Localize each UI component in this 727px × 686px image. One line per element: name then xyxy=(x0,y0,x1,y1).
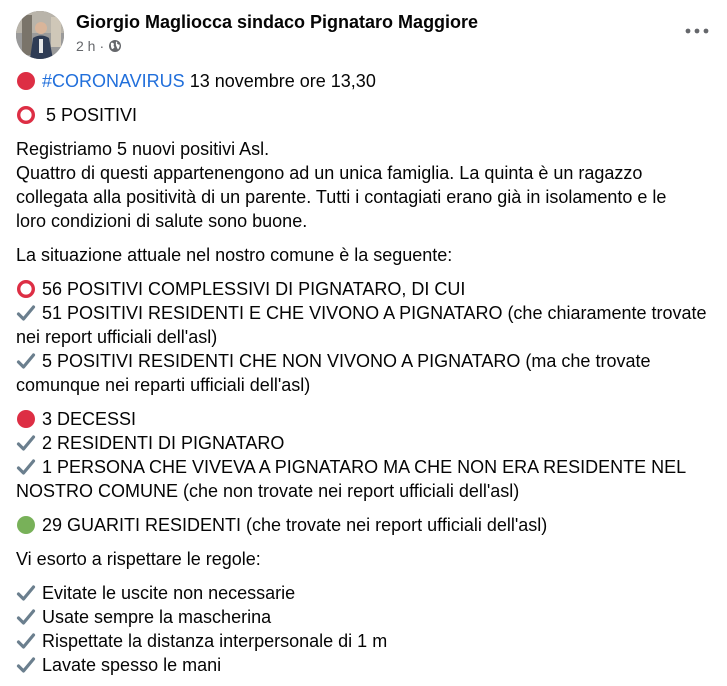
deaths-item-1-text: 2 RESIDENTI DI PIGNATARO xyxy=(42,433,285,453)
author-name[interactable]: Giorgio Magliocca sindaco Pignataro Maggiore xyxy=(76,12,479,32)
rules-title: Vi esorto a rispettare le regole: xyxy=(16,549,261,569)
check-mark-icon xyxy=(16,433,36,453)
green-circle-icon xyxy=(16,515,36,535)
more-options-icon[interactable] xyxy=(683,21,711,41)
intro-line: Quattro di questi appartenengono ad un unica famiglia. La quinta è un ragazzo xyxy=(16,163,643,183)
positives-item-2 xyxy=(16,349,711,373)
positives-title: 5 POSITIVI xyxy=(46,105,138,125)
rule-item xyxy=(16,629,711,653)
deaths-item-2-cont: NOSTRO COMUNE (che non trovate nei report ufficiali dell'asl) xyxy=(16,481,520,501)
positives-item-2-cont: comunque nei reparti ufficiali dell'asl) xyxy=(16,375,311,395)
globe-icon[interactable] xyxy=(108,39,122,53)
post-header xyxy=(16,11,711,59)
deaths-item-2 xyxy=(16,455,711,479)
check-mark-icon xyxy=(16,457,36,477)
positives-main: 56 POSITIVI COMPLESSIVI DI PIGNATARO, DI CUI xyxy=(42,279,466,299)
positives-main-line xyxy=(16,277,711,301)
recovered-text: 29 GUARITI RESIDENTI (che trovate nei report ufficiali dell'asl) xyxy=(42,515,548,535)
rules-list xyxy=(16,581,711,677)
headline-text: 13 novembre ore 13,30 xyxy=(189,71,376,91)
meta-separator: · xyxy=(99,38,105,54)
check-mark-icon xyxy=(16,303,36,323)
positives-group xyxy=(16,277,711,397)
recovered-line xyxy=(16,513,711,537)
rule-text: Usate sempre la mascherina xyxy=(42,607,272,627)
deaths-main: 3 DECESSI xyxy=(42,409,137,429)
positives-item-1-cont: nei report ufficiali dell'asl) xyxy=(16,327,218,347)
rule-text: Lavate spesso le mani xyxy=(42,655,222,675)
check-mark-icon xyxy=(16,351,36,371)
headline-line xyxy=(16,69,711,93)
coronavirus-hashtag[interactable]: #CORONAVIRUS xyxy=(42,71,185,91)
rule-item xyxy=(16,653,711,677)
check-mark-icon xyxy=(16,607,36,627)
rule-text: Rispettate la distanza interpersonale di 1 m xyxy=(42,631,388,651)
red-circle-icon xyxy=(16,409,36,429)
check-mark-icon xyxy=(16,655,36,675)
post-body xyxy=(16,69,711,677)
intro-paragraph xyxy=(16,137,711,233)
intro-line: Registriamo 5 nuovi positivi Asl. xyxy=(16,139,270,159)
check-mark-icon xyxy=(16,631,36,651)
post-time[interactable]: 2 h xyxy=(76,38,96,54)
intro-line: collegata alla positività di un parente. Tutti i contagiati erano già in isolamento e le xyxy=(16,187,667,207)
check-mark-icon xyxy=(16,583,36,603)
deaths-item-1 xyxy=(16,431,711,455)
deaths-item-2-text: 1 PERSONA CHE VIVEVA A PIGNATARO MA CHE NON ERA RESIDENTE NEL xyxy=(42,457,687,477)
deaths-group xyxy=(16,407,711,503)
hollow-red-circle-icon xyxy=(16,279,36,299)
rule-text: Evitate le uscite non necessarie xyxy=(42,583,296,603)
rule-item xyxy=(16,605,711,629)
positives-title-line xyxy=(16,103,711,127)
positives-item-1-text: 51 POSITIVI RESIDENTI E CHE VIVONO A PIGNATARO (che chiaramente trovate xyxy=(42,303,707,323)
rule-item xyxy=(16,581,711,605)
deaths-main-line xyxy=(16,407,711,431)
situation-title: La situazione attuale nel nostro comune è la seguente: xyxy=(16,245,453,265)
red-circle-icon xyxy=(16,71,36,91)
positives-item-1 xyxy=(16,301,711,325)
post-meta xyxy=(76,37,122,55)
hollow-red-circle-icon xyxy=(16,105,36,125)
author-avatar[interactable] xyxy=(16,11,64,59)
intro-line: loro condizioni di salute sono buone. xyxy=(16,211,308,231)
positives-item-2-text: 5 POSITIVI RESIDENTI CHE NON VIVONO A PIGNATARO (ma che trovate xyxy=(42,351,651,371)
